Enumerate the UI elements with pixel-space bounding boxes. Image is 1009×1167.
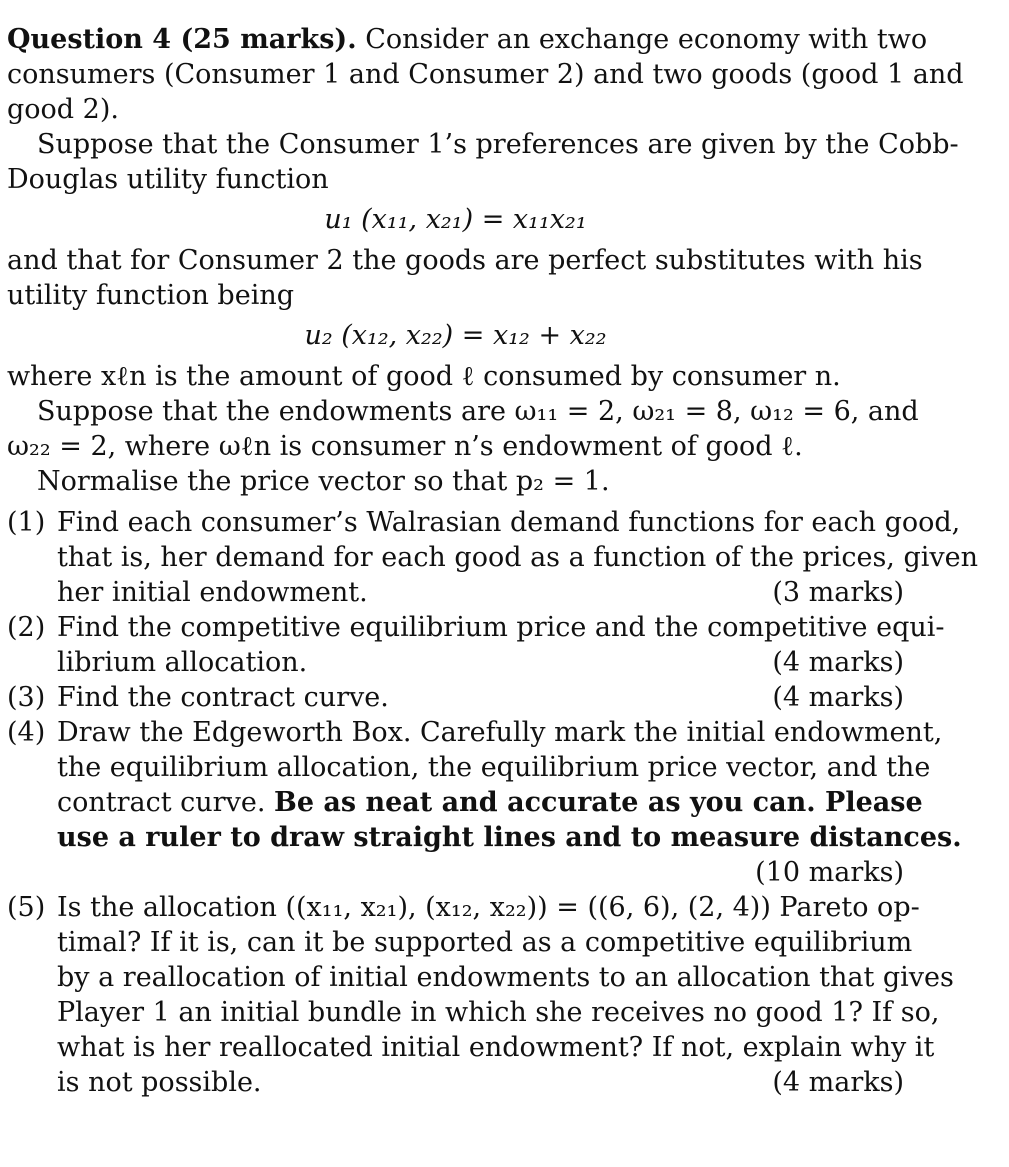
preferences-line-1: Suppose that the Consumer 1’s preferences are given by the Cobb-	[37, 129, 959, 160]
part-3-text-1: Find the contract curve.	[57, 682, 389, 713]
question-intro-line-2: consumers (Consumer 1 and Consumer 2) and two goods (good 1 and	[7, 59, 964, 90]
part-5-line-3: by a reallocation of initial endowments to an allocation that gives	[57, 962, 954, 993]
substitutes-line-2: utility function being	[7, 280, 295, 311]
utility-equation-1-text: u₁ (x₁₁, x₂₁) = x₁₁x₂₁	[324, 204, 587, 235]
part-4-line-3	[7, 785, 923, 820]
question-intro-line-3: good 2).	[7, 94, 119, 125]
part-1-line-1	[7, 505, 961, 540]
substitutes-line-1: and that for Consumer 2 the goods are perfect substitutes with his	[7, 245, 923, 276]
part-2-text-1: Find the competitive equilibrium price and the competitive equi-	[57, 612, 945, 643]
intro-text-1: Consider an exchange economy with two	[365, 24, 928, 55]
part-4-line-4	[7, 820, 962, 855]
part-1-line-2: that is, her demand for each good as a function of the prices, given	[57, 542, 979, 573]
question-heading: Question 4 (25 marks).	[7, 24, 357, 55]
part-5-number: (5)	[7, 892, 46, 923]
part-2-text-2: librium allocation.	[57, 647, 308, 678]
part-4-bold-text-2: use a ruler to draw straight lines and to measure distances.	[57, 822, 962, 853]
part-5-line-2: timal? If it is, can it be supported as a competitive equilibrium	[57, 927, 913, 958]
part-4-text-1: Draw the Edgeworth Box. Carefully mark the initial endowment,	[57, 717, 943, 748]
part-3-line-1	[7, 680, 904, 715]
part-1-text-1: Find each consumer’s Walrasian demand functions for each good,	[57, 507, 961, 538]
part-4-marks: (10 marks)	[755, 857, 904, 888]
part-2-line-2	[7, 645, 904, 680]
part-5-marks: (4 marks)	[772, 1067, 904, 1098]
part-5-line-5: what is her reallocated initial endowment? If not, explain why it	[57, 1032, 935, 1063]
endowments-line-2: ω₂₂ = 2, where ωℓn is consumer n’s endowment of good ℓ.	[7, 431, 803, 462]
part-4-bold-text-1: Be as neat and accurate as you can. Please	[274, 787, 923, 818]
part-5-text-6: is not possible.	[57, 1067, 262, 1098]
part-5-line-1	[7, 890, 920, 925]
part-2-marks: (4 marks)	[772, 647, 904, 678]
utility-equation-2	[7, 313, 904, 359]
part-2-number: (2)	[7, 612, 46, 643]
part-1-line-3	[7, 575, 904, 610]
part-4-line-5	[7, 855, 904, 890]
part-5-text-1: Is the allocation ((x₁₁, x₂₁), (x₁₂, x₂₂)) = ((6, 6), (2, 4)) Pareto op-	[57, 892, 920, 923]
part-4-number: (4)	[7, 717, 46, 748]
utility-equation-1	[7, 197, 904, 243]
where-line: where xℓn is the amount of good ℓ consumed by consumer n.	[7, 361, 841, 392]
part-1-marks: (3 marks)	[772, 577, 904, 608]
exam-question	[7, 22, 979, 1100]
part-5-line-4: Player 1 an initial bundle in which she receives no good 1? If so,	[57, 997, 940, 1028]
part-1-number: (1)	[7, 507, 46, 538]
utility-equation-2-text: u₂ (x₁₂, x₂₂) = x₁₂ + x₂₂	[304, 320, 607, 351]
part-5-line-6	[7, 1065, 904, 1100]
part-3-number: (3)	[7, 682, 46, 713]
part-1-text-3: her initial endowment.	[57, 577, 368, 608]
part-4-line-2: the equilibrium allocation, the equilibrium price vector, and the	[57, 752, 931, 783]
question-intro-line-1	[7, 22, 928, 57]
endowments-line-1: Suppose that the endowments are ω₁₁ = 2, ω₂₁ = 8, ω₁₂ = 6, and	[37, 396, 919, 427]
part-4-text-3: contract curve.	[57, 787, 266, 818]
preferences-line-2: Douglas utility function	[7, 164, 329, 195]
part-2-line-1	[7, 610, 945, 645]
part-3-marks: (4 marks)	[772, 682, 904, 713]
normalise-line: Normalise the price vector so that p₂ = 1.	[37, 466, 610, 497]
part-4-line-1	[7, 715, 943, 750]
